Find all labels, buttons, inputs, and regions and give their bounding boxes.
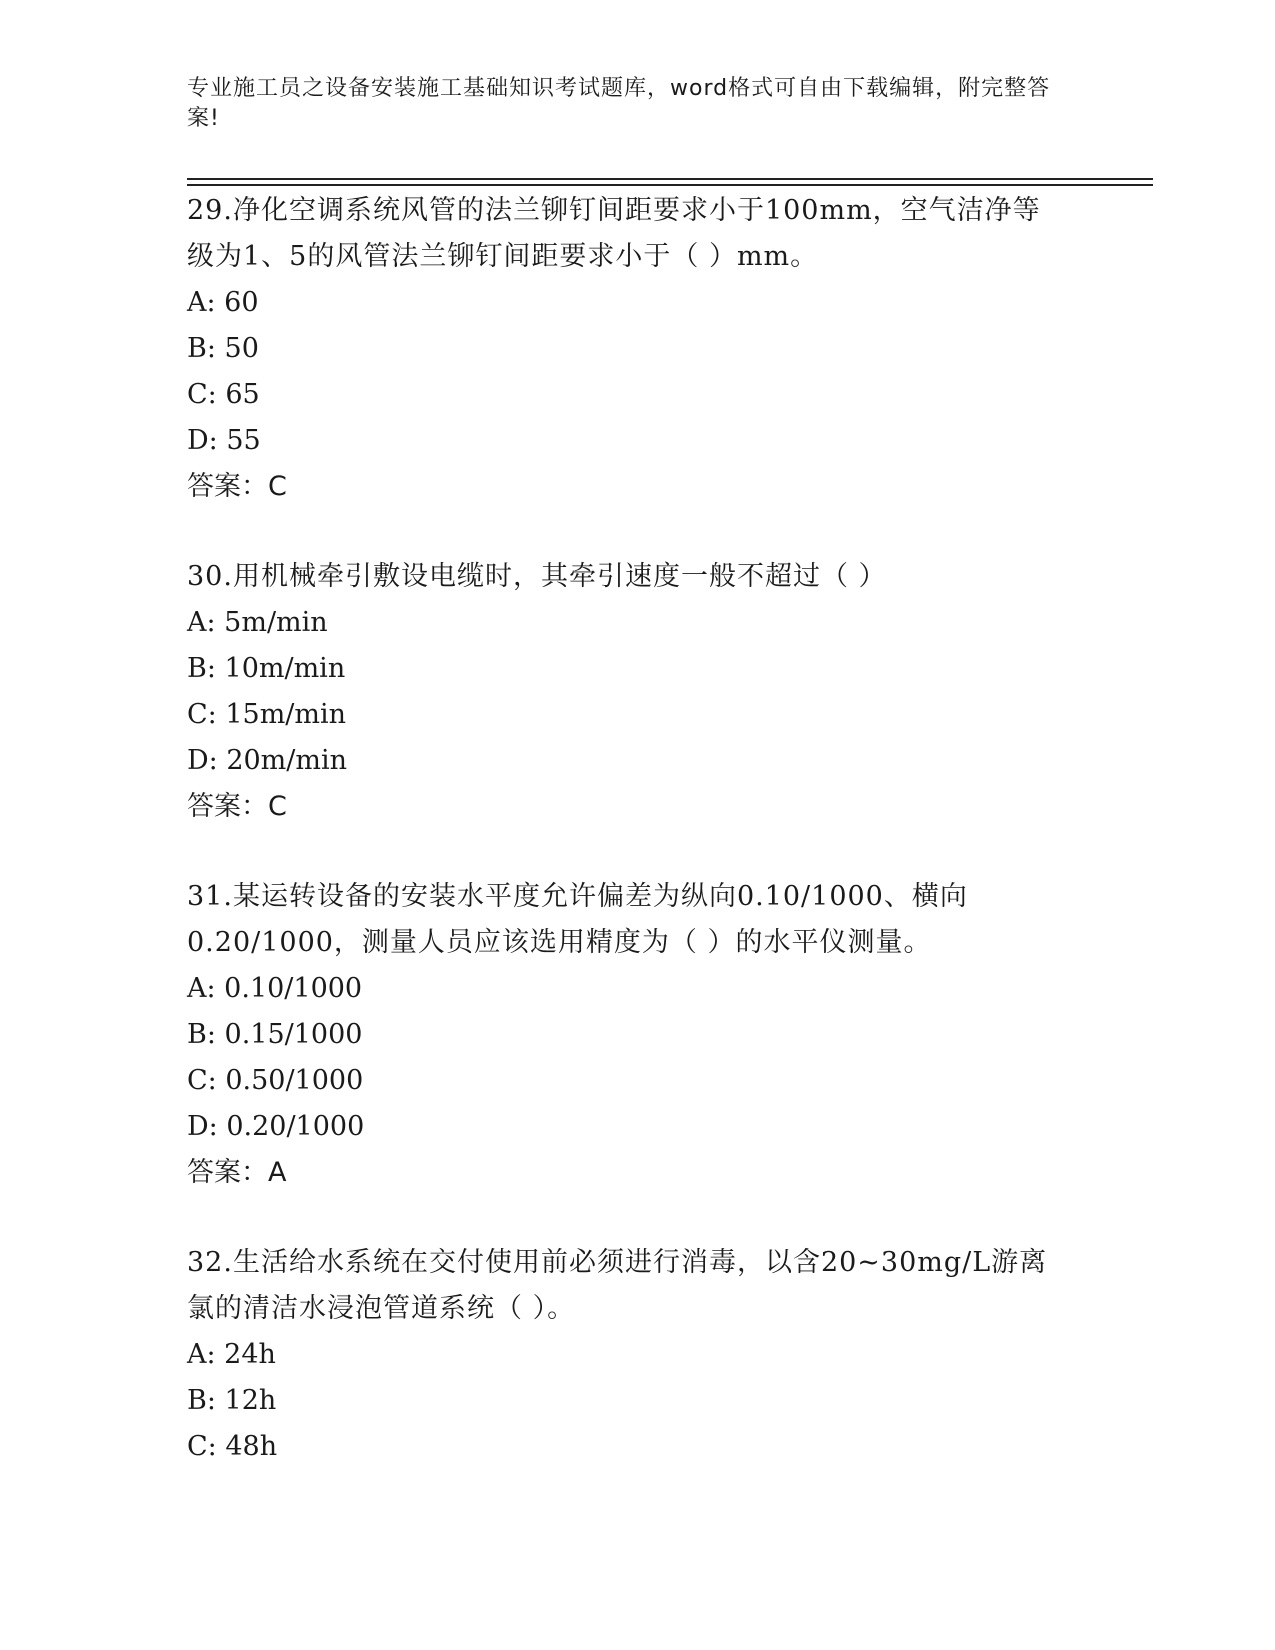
document-header: 专业施工员之设备安装施工基础知识考试题库，word格式可自由下载编辑，附完整答案! <box>187 76 1051 131</box>
option-d: D: 55 <box>187 425 261 456</box>
question-stem: 32.生活给水系统在交付使用前必须进行消毒，以含20~30mg/L游离氯的清洁水浸泡管道系统（ ）。 <box>187 1247 1048 1324</box>
option-d: D: 0.20/1000 <box>187 1111 365 1142</box>
option-c: C: 65 <box>187 379 260 410</box>
option-a: A: 0.10/1000 <box>187 973 363 1004</box>
option-a: A: 60 <box>187 287 259 318</box>
question-29 <box>187 188 1087 510</box>
option-b: B: 12h <box>187 1385 277 1416</box>
option-d: D: 20m/min <box>187 745 348 776</box>
option-b: B: 0.15/1000 <box>187 1019 363 1050</box>
answer: 答案：C <box>187 471 287 502</box>
question-stem: 30.用机械牵引敷设电缆时，其牵引速度一般不超过（ ） <box>187 561 887 592</box>
question-stem: 31.某运转设备的安装水平度允许偏差为纵向0.10/1000、横向0.20/1000，测量人员应该选用精度为（ ）的水平仪测量。 <box>187 881 968 958</box>
option-c: C: 15m/min <box>187 699 347 730</box>
question-30 <box>187 554 1087 830</box>
question-31 <box>187 874 1087 1196</box>
option-a: A: 5m/min <box>187 607 328 638</box>
answer: 答案：A <box>187 1157 287 1188</box>
option-c: C: 48h <box>187 1431 278 1462</box>
option-b: B: 50 <box>187 333 259 364</box>
option-c: C: 0.50/1000 <box>187 1065 364 1096</box>
question-32 <box>187 1240 1087 1470</box>
question-stem: 29.净化空调系统风管的法兰铆钉间距要求小于100mm，空气洁净等级为1、5的风管法兰铆钉间距要求小于（ ）mm。 <box>187 195 1041 272</box>
header-divider-bottom <box>187 184 1153 186</box>
option-b: B: 10m/min <box>187 653 346 684</box>
option-a: A: 24h <box>187 1339 276 1370</box>
header-divider-top <box>187 178 1153 180</box>
answer: 答案：C <box>187 791 287 822</box>
